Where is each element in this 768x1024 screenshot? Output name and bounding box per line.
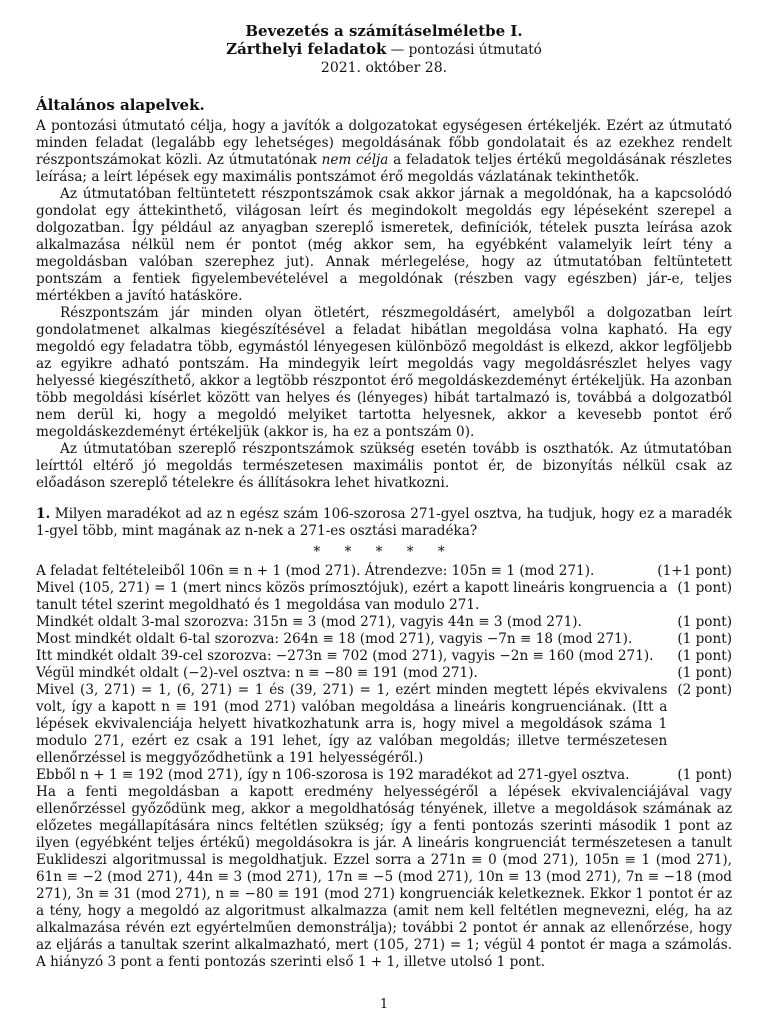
solution-step [36,631,732,648]
solution-step [36,563,732,580]
paragraph-4: Az útmutatóban szereplő részpontszámok szükség esetén tovább is oszthatók. Az útmutatóban leírttól eltérő jó megoldás természetesen maximális pontot ér, de bizonyítás nélkül csak az előadáson szereplő tételekre és állításokra lehet hivatkozni. [36,441,732,491]
solution-step [36,665,732,682]
paragraph-3: Részpontszám jár minden olyan ötletért, részmegoldásért, amelyből a dolgozatban leírt gondolatmenet alkalmas kiegészítésével a feladat hibátlan megoldása volna kapható. Ha egy megoldó egy feladatra több, egymástól lényegesen különböző megoldást is elkezd, akkor legföljebb az egyikre adható pontszám. Ha mindegyik leírt megoldás vagy megoldásrészlet helyes vagy helyessé kiegészíthető, akkor a legtöbb részpontot érő megoldáskezdeményt értékeljük. Ha azonban több megoldási kísérlet között van helyes és (lényeges) hibát tartalmazó is, továbbá a dolgozatból nem derül ki, hogy a megoldó melyiket tartotta helyesnek, akkor a kevesebb pontot érő megoldáskezdeményt értékeljük (akkor is, ha ez a pontszám 0). [36,305,732,440]
step-points: (1 pont) [677,614,732,630]
step-text: A feladat feltételeiből 106n ≡ n + 1 (mod 271). Átrendezve: 105n ≡ 1 (mod 271). [36,563,595,579]
final-paragraph: Ha a fenti megoldásban a kapott eredmény helyességéről a lépések ekvivalenciájával vagy ellenőrzéssel győződünk meg, akkor a megoldhatóság tényének, illetve a megoldások számának az előzetes megállapítására nincs feltétlen szükség; így a fenti pontozás szerinti második 1 pont az ilyen (egyébként teljes értékű) megoldásokra is jár. A lineáris kongruenciát természetesen a tanult Euklideszi algoritmussal is megoldhatjuk. Ezzel sorra a 271n ≡ 0 (mod 271), 105n ≡ 1 (mod 271), 61n ≡ −2 (mod 271), 44n ≡ 3 (mod 271), 17n ≡ −5 (mod 271), 10n ≡ 13 (mod 271), 7n ≡ −18 (mod 271), 3n ≡ 31 (mod 271), n ≡ −80 ≡ 191 (mod 271) kongruenciák keletkeznek. Ekkor 1 pontot ér az a tény, hogy a megoldó az algoritmust alkalmazza (amit nem kell feltétlen megnevezni, elég, ha az alkalmazása révén ezt egyértelműen demonstrálja); további 2 pontot ér annak az ellenőrzése, hogy az eljárás a tanultak szerint alkalmazható, mert (105, 271) = 1; végül 4 pontot ér maga a számolás. A hiányzó 3 pont a fenti pontozás szerinti első 1 + 1, illetve utolsó 1 pont. [36,784,732,970]
step-text: Mivel (3, 271) = 1, (6, 271) = 1 és (39, 271) = 1, ezért minden megtett lépés ekvivalens volt, így a kapott n ≡ 191 (mod 271) valóban megoldása a lineáris kongruenciának. (Itt a lépések ekvivalenciája helyett hivatkozhatunk arra is, hogy mivel a megoldások száma 1 modulo 271, ezért ez csak a 191 lehet, így az valóban megoldás; illetve természetesen ellenőrzéssel is meggyőződhetünk a 191 helyességéről.) [36,682,668,766]
p1-italic: nem célja [321,152,389,168]
solution-step [36,648,732,665]
step-text: Ebből n + 1 ≡ 192 (mod 271), így n 106-szorosa is 192 maradékot ad 271-gyel osztva. [36,767,630,783]
step-text: Mindkét oldalt 3-mal szorozva: 315n ≡ 3 (mod 271), vagyis 44n ≡ 3 (mod 271). [36,614,582,630]
problem-statement [36,506,732,540]
step-points: (2 pont) [677,682,732,698]
step-text: Mivel (105, 271) = 1 (mert nincs közös prímosztójuk), ezért a kapott lineáris kongruencia a tanult tétel szerint megoldható és 1 megoldása van modulo 271. [36,580,668,613]
document-header [36,22,732,77]
step-points: (1 pont) [677,648,732,664]
solution-step [36,767,732,784]
problem-text: Milyen maradékot ad az n egész szám 106-szorosa 271-gyel osztva, ha tudjuk, hogy ez a maradék 1-gyel több, mint magának az n-nek a 271-es osztási maradéka? [36,506,732,539]
solution-steps [36,563,732,784]
problem-number: 1. [36,506,51,522]
step-points: (1 pont) [677,580,732,596]
step-text: Most mindkét oldalt 6-tal szorozva: 264n ≡ 18 (mod 271), vagyis −7n ≡ 18 (mod 271). [36,631,633,647]
solution-step [36,614,732,631]
subtitle-rest: — pontozási útmutató [386,42,542,58]
paragraph-2: Az útmutatóban feltüntetett részpontszámok csak akkor járnak a megoldónak, ha a kapcsolódó gondolat egy áttekinthető, világosan leírt és megindokolt megoldás egy lépéseként szerepel a dolgozatban. Így például az anyagban szereplő ismeretek, definíciók, tételek puszta leírása azok alkalmazása nélkül nem ér pontot (még akkor sem, ha egyébként valamelyik leírt tény a megoldásban valóban szerephez jut). Annak mérlegelése, hogy az útmutatóban feltüntetett pontszám a fentiek figyelembevételével a megoldónak (részben vagy egészben) jár-e, teljes mértékben a javító hatásköre. [36,186,732,304]
step-points: (1 pont) [677,665,732,681]
solution-step [36,580,732,614]
p1-after: a feladatok teljes értékű megoldásának részletes leírása; a leírt lépések egy maximális pontszámot érő megoldás vázlatának tekinthetők. [36,152,732,185]
step-text: Itt mindkét oldalt 39-cel szorozva: −273n ≡ 702 (mod 271), vagyis −2n ≡ 160 (mod 271). [36,648,654,664]
step-points: (1+1 pont) [657,563,732,579]
step-points: (1 pont) [677,767,732,783]
section-heading: Általános alapelvek. [36,96,205,114]
document-title: Bevezetés a számításelméletbe I. [245,22,523,40]
separator-stars: * * * * * [313,544,455,560]
document-page [36,22,732,971]
subtitle-bold: Zárthelyi feladatok [226,40,387,58]
document-subtitle [36,40,732,59]
paragraph-1 [36,118,732,186]
step-text: Végül mindkét oldalt (−2)-vel osztva: n ≡ −80 ≡ 191 (mod 271). [36,665,478,681]
step-points: (1 pont) [677,631,732,647]
p1-before: A pontozási útmutató célja, hogy a javítók a dolgozatokat egységesen értékeljék. Ezért az útmutató minden feladat (legalább egy lehetséges) megoldásának főbb gondolatait és az ezekhez rendelt részpontszámokat közli. Az útmutatónak [36,118,732,168]
solution-step [36,682,732,767]
document-date: 2021. október 28. [320,60,448,76]
page-number: 1 [379,997,389,1012]
